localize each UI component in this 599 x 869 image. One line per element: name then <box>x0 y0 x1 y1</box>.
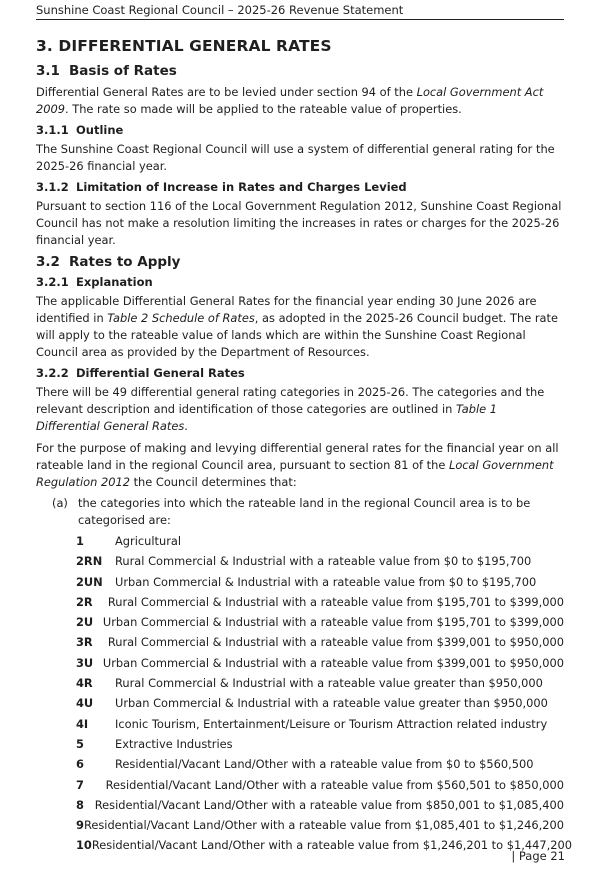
category-row <box>76 592 564 612</box>
category-description: Extractive Industries <box>115 736 233 751</box>
heading-title: Explanation <box>76 275 153 289</box>
heading-title: Outline <box>76 123 124 137</box>
category-description: Residential/Vacant Land/Other with a rateable value from $1,246,201 to $1,447,200 <box>91 838 572 853</box>
list-marker: (a) <box>52 496 68 510</box>
heading-number: 3.2.1 <box>36 275 69 289</box>
category-code: 3U <box>76 655 94 670</box>
paragraph-outline: The Sunshine Coast Regional Council will use a system of differential general rating for the 2025-26 financial year. <box>36 142 555 173</box>
category-code: 2U <box>76 615 94 630</box>
category-row <box>76 795 564 815</box>
category-code: 2RN <box>76 554 103 569</box>
category-row <box>76 632 564 652</box>
regulation-reference: Local Government Regulation 2012 <box>36 458 554 489</box>
category-row <box>76 693 564 713</box>
heading-3-1 <box>36 63 564 79</box>
heading-title: Limitation of Increase in Rates and Charges Levied <box>76 180 407 194</box>
text: Differential General Rates are to be levied under section 94 of the <box>36 85 417 99</box>
category-description: Residential/Vacant Land/Other with a rateable value from $560,501 to $850,000 <box>105 777 564 792</box>
text: the Council determines that: <box>129 475 297 489</box>
paragraph-purpose <box>36 440 564 491</box>
heading-3-1-1 <box>36 123 564 137</box>
page-number: | Page 21 <box>511 849 565 863</box>
category-row <box>76 612 564 632</box>
category-code: 6 <box>76 757 84 772</box>
heading-number: 3.1 <box>36 63 60 79</box>
category-code: 10 <box>76 838 92 853</box>
table-reference: Table 2 Schedule of Rates <box>107 311 255 325</box>
heading-title: Rates to Apply <box>69 254 181 270</box>
heading-number: 3.1.2 <box>36 180 69 194</box>
category-row <box>76 754 564 774</box>
category-code: 7 <box>76 777 84 792</box>
text: For the purpose of making and levying differential general rates for the financial year on all rateable land in the regional Council area, pursuant to section 81 of the <box>36 441 559 472</box>
heading-number: 3.2.2 <box>36 366 69 380</box>
category-code: 2R <box>76 594 93 609</box>
category-code: 4U <box>76 696 94 711</box>
category-description: Urban Commercial & Industrial with a rateable value greater than $950,000 <box>115 696 548 711</box>
heading-number: 3.2 <box>36 254 60 270</box>
category-description: Urban Commercial & Industrial with a rateable value from $0 to $195,700 <box>115 574 537 589</box>
category-row <box>76 551 564 571</box>
list-item-text: the categories into which the rateable land in the regional Council area is to be categorised are: <box>78 496 531 527</box>
text: . <box>184 419 188 433</box>
category-description: Residential/Vacant Land/Other with a rateable value from $850,001 to $1,085,400 <box>94 797 564 812</box>
heading-number: 3.1.1 <box>36 123 69 137</box>
category-row <box>76 815 564 835</box>
category-description: Residential/Vacant Land/Other with a rateable value from $0 to $560,500 <box>115 757 534 772</box>
category-code: 3R <box>76 635 93 650</box>
category-code: 8 <box>76 797 84 812</box>
table-reference: Table 1 Differential General Rates <box>36 402 498 433</box>
heading-3-1-2 <box>36 180 564 194</box>
category-description: Agricultural <box>115 534 182 548</box>
category-description: Iconic Tourism, Entertainment/Leisure or Tourism Attraction related industry <box>115 716 548 731</box>
category-row <box>76 835 572 855</box>
text: . The rate so made will be applied to the rateable value of properties. <box>65 102 462 116</box>
section-heading: 3. DIFFERENTIAL GENERAL RATES <box>36 37 332 55</box>
act-reference: Local Government Act 2009 <box>36 85 544 116</box>
list-item-a <box>36 495 564 528</box>
paragraph-limitation: Pursuant to section 116 of the Local Government Regulation 2012, Sunshine Coast Regional Council has not make a resolution limiting the increases in rates or charges for the 2025-26 financial year. <box>36 199 562 247</box>
category-code: 2UN <box>76 574 103 589</box>
paragraph-categories-count <box>36 384 564 435</box>
category-row <box>76 653 564 673</box>
category-description: Rural Commercial & Industrial with a rateable value from $399,001 to $950,000 <box>107 635 564 650</box>
category-row <box>76 734 564 754</box>
text: The applicable Differential General Rates for the financial year ending 30 June 2026 are identified in <box>36 294 537 325</box>
paragraph-explanation <box>36 293 564 361</box>
category-code: 9 <box>76 818 84 833</box>
category-description: Residential/Vacant Land/Other with a rateable value from $1,085,401 to $1,246,200 <box>83 818 565 833</box>
category-description: Rural Commercial & Industrial with a rateable value from $195,701 to $399,000 <box>107 594 564 609</box>
category-row <box>76 714 564 734</box>
text: There will be 49 differential general rating categories in 2025-26. The categories and the relevant description and identification of those categories are outlined in <box>36 385 545 416</box>
heading-title: Basis of Rates <box>69 63 177 79</box>
category-code: 1 <box>76 534 84 548</box>
heading-3-2-1 <box>36 275 564 289</box>
category-code: 4I <box>76 716 89 731</box>
category-row <box>76 775 564 795</box>
document-header: Sunshine Coast Regional Council – 2025-26 Revenue Statement <box>36 3 564 20</box>
paragraph-basis-of-rates <box>36 84 564 118</box>
category-description: Rural Commercial & Industrial with a rateable value greater than $950,000 <box>115 676 543 691</box>
heading-3-2-2 <box>36 366 564 380</box>
category-code: 4R <box>76 676 93 691</box>
category-row <box>76 572 564 592</box>
category-code: 5 <box>76 736 84 751</box>
category-row <box>76 673 564 693</box>
heading-3-2 <box>36 254 564 270</box>
category-description: Rural Commercial & Industrial with a rateable value from $0 to $195,700 <box>115 554 532 569</box>
category-description: Urban Commercial & Industrial with a rateable value from $399,001 to $950,000 <box>102 655 564 670</box>
heading-title: Differential General Rates <box>76 366 245 380</box>
text: , as adopted in the 2025-26 Council budget. The rate will apply to the rateable value of lands which are within the Sunshine Coast Regional Council area as provided by the Department of Resources. <box>36 311 558 359</box>
category-row <box>76 531 564 551</box>
category-description: Urban Commercial & Industrial with a rateable value from $195,701 to $399,000 <box>102 615 564 630</box>
